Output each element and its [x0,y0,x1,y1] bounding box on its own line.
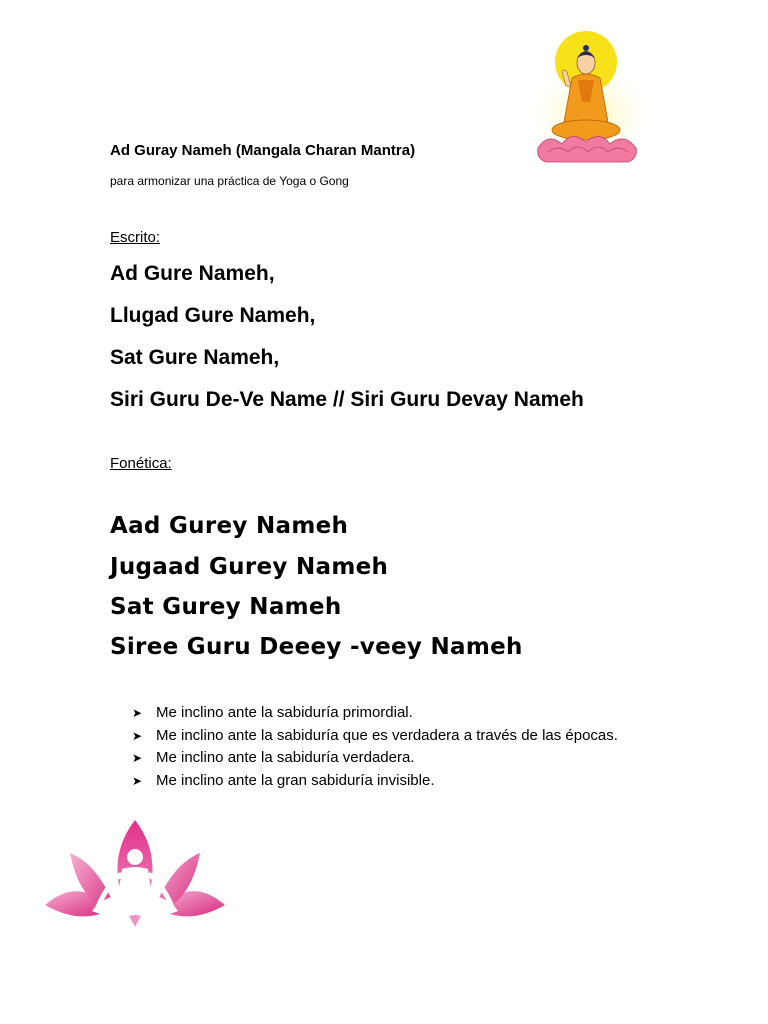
list-item: ➤ Me inclino ante la sabiduría verdadera. [132,747,618,770]
arrow-bullet-icon: ➤ [132,751,143,765]
arrow-bullet-icon: ➤ [132,706,143,720]
list-item: ➤ Me inclino ante la sabiduría primordial. [132,702,618,725]
fonetica-label: Fonética: [110,455,172,472]
list-item: ➤ Me inclino ante la gran sabiduría invisible. [132,770,618,793]
buddha-on-lotus-icon [528,30,652,166]
arrow-bullet-icon: ➤ [132,773,143,788]
meanings-list [132,702,618,792]
phonetic-line: Sat Gurey Nameh [110,594,342,620]
document-subtitle: para armonizar una práctica de Yoga o Gong [110,174,349,188]
phonetic-line: Aad Gurey Nameh [110,513,349,539]
arrow-bullet-icon: ➤ [132,728,143,743]
list-item: ➤ Me inclino ante la sabiduría que es verdadera a través de las épocas. [132,725,618,748]
written-line: Ad Gure Nameh, [110,262,275,285]
phonetic-line: Jugaad Gurey Nameh [110,554,389,580]
document-title: Ad Guray Nameh (Mangala Charan Mantra) [110,142,416,159]
phonetic-line: Siree Guru Deeey -veey Nameh [110,634,523,660]
escrito-label: Escrito: [110,229,161,246]
written-line: Siri Guru De-Ve Name // Siri Guru Devay Nameh [110,388,584,411]
written-line: Llugad Gure Nameh, [110,304,316,327]
lotus-meditation-icon [40,815,230,940]
written-line: Sat Gure Nameh, [110,346,280,369]
